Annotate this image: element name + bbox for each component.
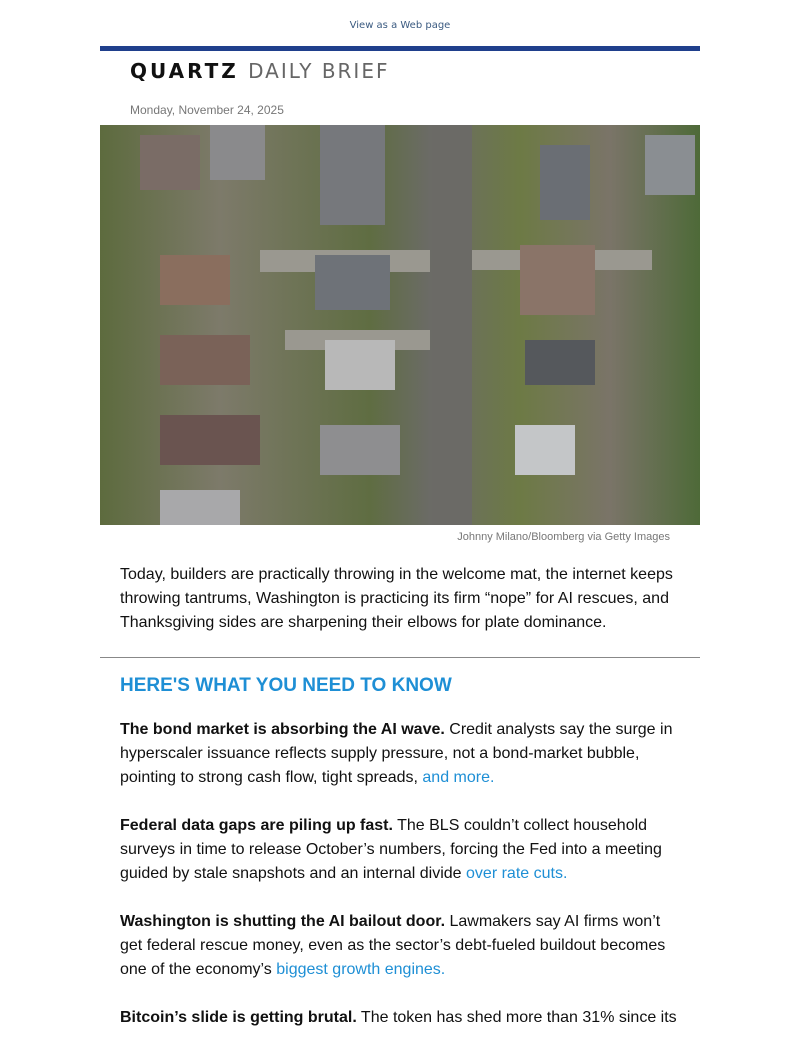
quartz-daily-brief-logo[interactable] [100,51,700,83]
view-as-web-page-link[interactable]: View as a Web page [349,20,451,31]
item-body: Lawmakers say AI firms won’t get federal rescue money, even as the sector’s debt-fueled buildout becomes one of the economy’s [120,913,666,978]
item-lead: Washington is shutting the AI bailout door. [120,913,446,930]
item-link[interactable]: over rate cuts. [466,865,568,882]
issue-date: Monday, November 24, 2025 [130,103,284,117]
news-item [100,896,700,992]
news-item [100,704,700,800]
item-body: Credit analysts say the surge in hyperscaler issuance reflects supply pressure, not a bond-market bubble, pointing to strong cash flow, tight spreads, [120,721,673,786]
logo-quartz: QUARTZ [130,59,239,83]
item-lead: Federal data gaps are piling up fast. [120,817,393,834]
news-item [100,992,700,1040]
item-body: The BLS couldn’t collect household surveys in time to release October’s numbers, forcing the Fed into a meeting guided by stale snapshots and an internal divide [120,817,662,882]
item-lead: Bitcoin’s slide is getting brutal. [120,1009,357,1026]
section-heading: HERE'S WHAT YOU NEED TO KNOW [120,675,452,696]
news-item [100,800,700,896]
item-link[interactable]: and more. [422,769,495,786]
logo-daily-brief: DAILY BRIEF [248,59,390,83]
item-lead: The bond market is absorbing the AI wave. [120,721,445,738]
intro-paragraph: Today, builders are practically throwing in the welcome mat, the internet keeps throwing tantrums, Washington is practicing its firm “nope” for AI rescues, and Thanksgiving sides are sharpening their elbows for plate dominance. [120,566,673,631]
photo-credit: Johnny Milano/Bloomberg via Getty Images [457,531,670,543]
item-link[interactable]: biggest growth engines. [276,961,446,978]
hero-image-aerial-neighborhood [100,125,700,525]
item-body: The token has shed more than 31% since its [356,1009,677,1026]
